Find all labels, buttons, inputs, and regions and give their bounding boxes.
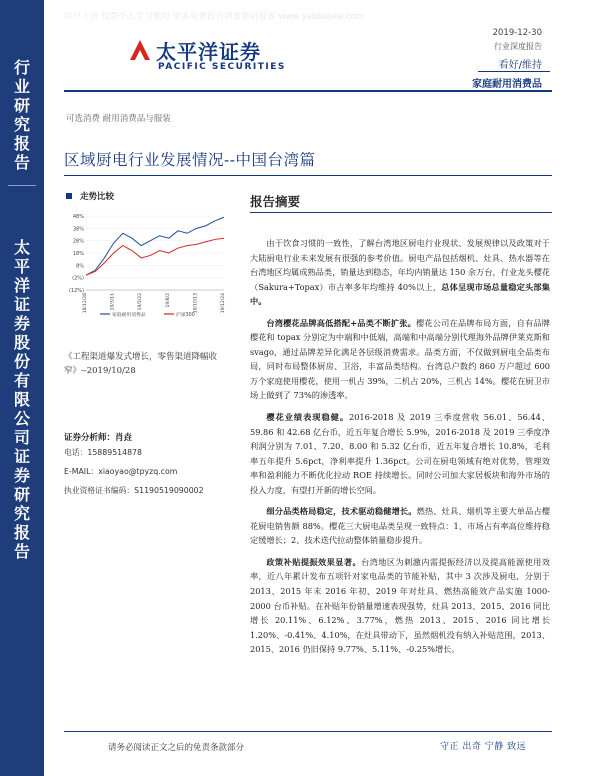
summary-rule xyxy=(250,212,552,213)
side-category-char: 行 xyxy=(13,58,30,77)
summary-p2-text: 樱花公司在品牌布局方面，自有品牌樱花和 topax 分别定为中端和中低端，高端和中高端分别代理海外品牌伊莱克斯和 svago，通过品牌差异化满足各层级消费需求。品类方面，不仅做到厨电全品类布局，同时布局整体厨房、卫浴，丰富品类结构。台湾总户数约 860 万户超过 600 万个家庭使用樱花，使用一机占 39%，二机占 20%，三机占 14%。樱花在厨卫市场上做到了 73%的渗透率。 xyxy=(250,317,550,401)
related-report: 《工程渠道爆发式增长，零售渠道降幅收窄》--2019/10/28 xyxy=(64,352,218,376)
chart-y-tick-label: 38% xyxy=(72,226,84,233)
side-company-char: 公 xyxy=(13,409,30,428)
summary-paragraph xyxy=(250,316,550,403)
chart-y-tick-label: 18% xyxy=(72,251,84,257)
chart-x-tick-label: 18/12/28 xyxy=(83,293,88,314)
bullet-square-icon xyxy=(66,193,72,199)
summary-p1-highlight: 总体呈现市场总量稳定头部集中。 xyxy=(250,281,550,307)
side-company-char: 券 xyxy=(13,466,30,485)
side-company-char: 究 xyxy=(13,504,30,523)
summary-p5-highlight: 政策补贴提振效果显著。 xyxy=(266,556,362,567)
chart-legend-label: 家庭耐用消费品 xyxy=(112,313,146,318)
side-company-char: 限 xyxy=(13,390,30,409)
chart-y-tick-label: 48% xyxy=(72,214,84,220)
report-rating: 看好/维持 xyxy=(498,60,542,71)
chart-x-tick-label: 19/3/11 xyxy=(110,293,116,311)
analyst-license: 执业资格证书编码：S1190519090002 xyxy=(64,486,204,495)
side-category-char: 业 xyxy=(13,77,30,96)
trend-heading-text: 走势比较 xyxy=(80,192,115,202)
summary-p4-highlight: 细分品类格局稳定，技术驱动稳健增长。 xyxy=(266,506,417,517)
chart-legend-label: 沪深300 xyxy=(176,313,195,318)
summary-p5-text: 台湾地区为刺激内需提振经济以及提高能源使用效率，近八年累计发布五项针对家电品类的节能补贴，其中 3 次涉及厨电，分别于 2013、2015 年末 2016 年初、2019 年对灶具、燃热高能效产品实施 1000-2000 台币补贴。在补贴年份销量增速表现强势，灶具 2013、2015、2016 同比增长 20.11%、6.12%、3.77%，燃热 2013、2015、2016 同比增长 1.20%、-0.41%、4.10%，在灶具带动下，虽然烟机没有纳入补贴范围，2013、2015、2016 仍旧保持 9.77%、5.11%、-0.25%增长。 xyxy=(250,556,550,655)
analyst-name: 证券分析师：肖垚 xyxy=(64,433,133,443)
side-company-char: 司 xyxy=(13,428,30,447)
footer-disclaimer: 请务必阅读正文之后的免责条款部分 xyxy=(108,743,245,753)
side-category-char: 报 xyxy=(13,134,30,153)
side-company-label xyxy=(0,238,44,561)
trend-heading xyxy=(66,190,114,202)
summary-p4-text: 燃热、灶具、烟机等主要大单品占樱花厨电销售额 88%。樱花三大厨电品类呈现一致特点：1、市场占有率高位维持稳定缓增长；2、技术迭代拉动整体销量稳步提升。 xyxy=(250,506,550,546)
trend-chart xyxy=(64,210,232,320)
report-industry: 家庭耐用消费品 xyxy=(472,79,542,90)
analyst-phone: 电话：15889514878 xyxy=(64,448,142,457)
summary-p3-text: 2016-2018 及 2019 三季度营收 56.01、56.44、59.86 和 42.68 亿台币，近五年复合增长 5.9%，2016-2018 及 2019 三季度净利润分别为 7.01、7.20、8.00 和 5.32 亿台币，近五年复合增长 10.8%，毛利率五年提升 5.6pct，净利率提升 1.36pct。公司在厨电领域有绝对优势，管理效率和盈利能力不断优化拉动 ROE 持续增长。同时公司加大家居板块和海外市场的投入力度，有望打开新的增长空间。 xyxy=(250,412,550,495)
chart-x-tick-label: 19/5/22 xyxy=(138,293,144,311)
analyst-email[interactable]: E-MAIL：xiaoyao@tpyzq.com xyxy=(64,467,178,476)
side-category-char: 研 xyxy=(13,96,30,115)
side-report-category xyxy=(0,58,44,172)
summary-paragraph xyxy=(250,555,550,657)
side-company-char: 研 xyxy=(13,485,30,504)
chart-x-tick-label: 19/10/13 xyxy=(193,293,199,314)
watermark-banner: 用户上传 仅限个人学习使用 更多免费报告请查看研报客 www.yanbaoke.com xyxy=(64,12,365,22)
side-company-char: 证 xyxy=(13,447,30,466)
logo-cn-text: 太平洋证券 xyxy=(156,40,261,64)
side-category-char: 告 xyxy=(13,153,30,172)
side-company-char: 平 xyxy=(13,257,30,276)
report-subtitle: 可选消费 耐用消费品与服装 xyxy=(66,114,171,124)
side-company-char: 股 xyxy=(13,333,30,352)
chart-series-line xyxy=(86,217,224,275)
title-rule xyxy=(64,175,552,176)
side-company-char: 份 xyxy=(13,352,30,371)
header-divider xyxy=(478,71,550,72)
chart-y-tick-label: (12%) xyxy=(68,288,84,294)
chart-x-tick-label: 19/12/24 xyxy=(221,293,226,314)
summary-paragraph xyxy=(250,504,550,548)
company-logo xyxy=(128,34,286,80)
report-date: 2019-12-30 xyxy=(492,28,542,38)
side-company-char: 有 xyxy=(13,371,30,390)
chart-series-line xyxy=(86,238,224,275)
logo-emblem-icon xyxy=(128,38,152,62)
side-company-char: 券 xyxy=(13,314,30,333)
footer-rule xyxy=(64,731,552,732)
summary-body xyxy=(250,236,550,664)
logo-en-text: PACIFIC SECURITIES xyxy=(158,62,286,72)
summary-p3-highlight: 樱花业绩表现稳健。 xyxy=(266,412,350,423)
summary-paragraph xyxy=(250,410,550,497)
side-company-char: 太 xyxy=(13,238,30,257)
summary-p1-text: 由于饮食习惯的一致性，了解台湾地区厨电行业现状、发展规律以及政策对于大陆厨电行业未来发展有很强的参考价值。厨电产品包括烟机、灶具、热水器等在台湾地区均属成熟品类，销量达到稳态，年均内销量达 150 余万台，行业龙头樱花（Sakura+Topax）市占率多年均维持 40%以上， xyxy=(250,238,550,292)
summary-p2-highlight: 台湾樱花品牌高低搭配+品类不断扩张。 xyxy=(266,317,417,328)
side-company-char: 洋 xyxy=(13,276,30,295)
side-company-char: 告 xyxy=(13,542,30,561)
chart-x-tick-label: 19/8/2 xyxy=(165,293,171,308)
report-type: 行业深度报告 xyxy=(494,42,542,51)
header-rule xyxy=(64,90,552,92)
chart-y-tick-label: (2%) xyxy=(72,275,84,282)
side-category-char: 究 xyxy=(13,115,30,134)
side-company-char: 证 xyxy=(13,295,30,314)
chart-y-tick-label: 28% xyxy=(72,238,84,245)
summary-paragraph xyxy=(250,236,550,309)
footer-motto: 守正 出奇 宁静 致远 xyxy=(440,742,527,752)
trend-chart-svg xyxy=(64,210,232,320)
chart-y-tick-label: 8% xyxy=(76,263,84,270)
summary-title: 报告摘要 xyxy=(250,194,301,209)
report-title: 区域厨电行业发展情况--中国台湾篇 xyxy=(64,151,316,169)
side-company-char: 报 xyxy=(13,523,30,542)
side-divider xyxy=(8,185,36,186)
